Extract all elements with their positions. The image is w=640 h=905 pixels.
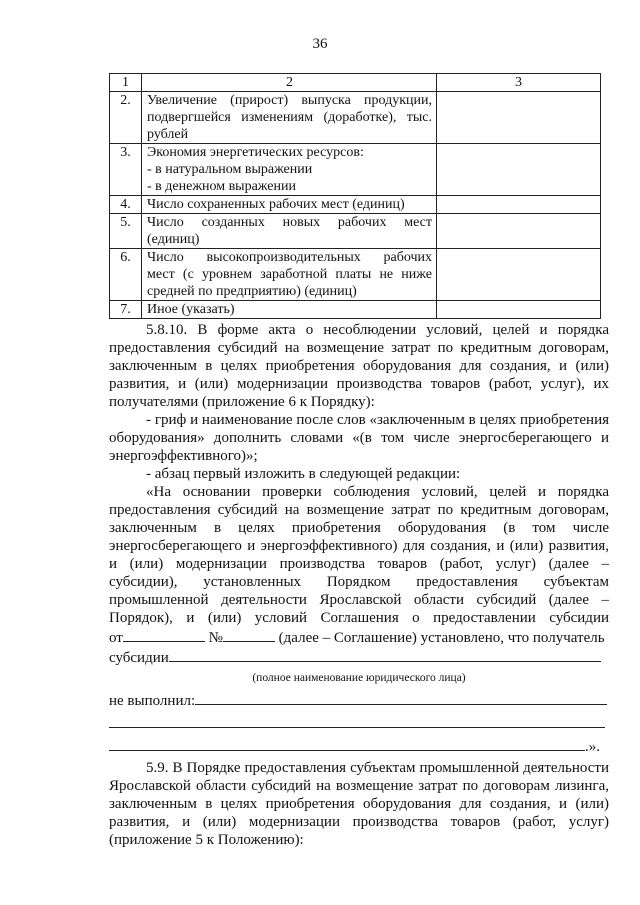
row-number: 5. (110, 214, 142, 249)
legal-name-blank (169, 647, 601, 662)
agreement-line (109, 627, 609, 647)
paragraph-5-8-10 (109, 321, 609, 411)
recipient-label: субсидии (109, 650, 169, 666)
row-text (142, 144, 437, 196)
table-header-row (110, 74, 601, 92)
row-text (142, 301, 437, 319)
row-text-line: Число сохраненных рабочих мест (единиц) (147, 197, 405, 212)
table-row (110, 196, 601, 214)
row-number: 3. (110, 144, 142, 196)
row-value (437, 301, 601, 319)
row-number: 4. (110, 196, 142, 214)
header-col-2: 2 (142, 74, 437, 92)
text-line: Порядок), и (или) условий Соглашения о предоставлении субсидии (109, 610, 609, 626)
indicators-table (109, 73, 601, 319)
row-text-line: мест (с уровнем заработной платы не ниже (147, 267, 432, 282)
recipient-line (109, 647, 609, 667)
text-line: 5.8.10. В форме акта о несоблюдении условий, целей и порядка (146, 322, 609, 338)
row-text-line: средней по предприятию) (единиц) (147, 284, 357, 299)
text-line: 5.9. В Порядке предоставления субъектам промышленной деятельности (146, 760, 609, 776)
header-col-3: 3 (437, 74, 601, 92)
table-row (110, 144, 601, 196)
row-value (437, 144, 601, 196)
not-fulfilled-label: не выполнил: (109, 693, 196, 709)
row-text-line: - в натуральном выражении (147, 162, 313, 177)
text-line: предоставления субсидий на возмещение затрат по кредитным договорам, (109, 502, 609, 518)
header-col-1: 1 (110, 74, 142, 92)
row-text (142, 249, 437, 301)
row-text-line: Число созданных новых рабочих мест (147, 215, 432, 230)
agreement-tail: (далее – Соглашение) установлено, что получатель (278, 630, 605, 646)
text-line: (приложение 5 к Положению): (109, 832, 304, 848)
row-value (437, 196, 601, 214)
date-blank (123, 627, 205, 642)
text-line: энергоэффективного)»; (109, 448, 258, 464)
text-line: Ярославской области субсидий на возмещение затрат по договорам лизинга, (109, 778, 609, 794)
quoted-paragraph (109, 483, 609, 756)
violation-blank-3 (109, 736, 585, 751)
table-row (110, 301, 601, 319)
number-sign: № (208, 630, 223, 646)
row-text (142, 196, 437, 214)
row-value (437, 214, 601, 249)
text-line: - гриф и наименование после слов «заключенным в целях приобретения (146, 412, 609, 428)
row-text-line: Увеличение (прирост) выпуска продукции, (147, 93, 432, 108)
row-number: 2. (110, 92, 142, 144)
violation-blank (195, 690, 607, 705)
paragraph-5-9 (109, 759, 609, 849)
text-line: заключенным в целях приобретения оборудования для создания, и (или) (109, 358, 609, 374)
row-text (142, 214, 437, 249)
amendment-item-2: - абзац первый изложить в следующей редакции: (146, 466, 461, 482)
text-line: энергосберегающего и энергоэффективного) для создания, и (или) развития, (109, 538, 609, 554)
row-text-line: Экономия энергетических ресурсов: (147, 145, 364, 160)
text-line: заключенным в целях приобретения оборудования (в том числе (109, 520, 609, 536)
text-line: получателями (приложение 6 к Порядку): (109, 394, 375, 410)
blank-line (109, 713, 609, 733)
document-body (109, 321, 609, 849)
row-text-line: рублей (147, 127, 189, 142)
not-fulfilled-line (109, 690, 609, 710)
row-text-line: - в денежном выражении (147, 179, 296, 194)
table-row (110, 214, 601, 249)
row-text (142, 92, 437, 144)
table-row (110, 92, 601, 144)
table-row (110, 249, 601, 301)
row-value (437, 249, 601, 301)
text-line: предоставления субсидий на возмещение затрат по кредитным договорам, (109, 340, 609, 356)
row-text-line: Иное (указать) (147, 302, 235, 317)
legal-name-caption: (полное наименование юридического лица) (252, 672, 466, 684)
amendment-item-1 (109, 411, 609, 465)
violation-blank-2 (109, 713, 605, 728)
text-line: заключенным в целях приобретения оборудования для создания, и (или) (109, 796, 609, 812)
text-line: субсидии), установленных Порядком предоставления субъектам (109, 574, 609, 590)
row-text-line: подвергшейся изменениям (доработке), тыс. (147, 110, 432, 125)
text-line: оборудования» дополнить словами «(в том числе энергосберегающего и (109, 430, 609, 446)
text-line: развития, и (или) модернизации производства товаров (работ, услуг) (109, 814, 609, 830)
end-mark: .». (585, 739, 600, 755)
row-text-line: (единиц) (147, 232, 200, 247)
row-value (437, 92, 601, 144)
text-line: развития, и (или) модернизации производства товаров (работ, услуг), их (109, 376, 609, 392)
row-text-line: Число высокопроизводительных рабочих (147, 250, 432, 265)
text-line: промышленной деятельности Ярославской области субсидий (далее – (109, 592, 609, 608)
closing-line (109, 736, 609, 756)
text-line: и (или) модернизации производства товаров (работ, услуг) (далее – (109, 556, 609, 572)
page-number: 36 (312, 36, 328, 52)
from-label: от (109, 630, 123, 646)
text-line: «На основании проверки соблюдения условий, целей и порядка (146, 484, 609, 500)
row-number: 6. (110, 249, 142, 301)
row-number: 7. (110, 301, 142, 319)
number-blank (223, 627, 275, 642)
